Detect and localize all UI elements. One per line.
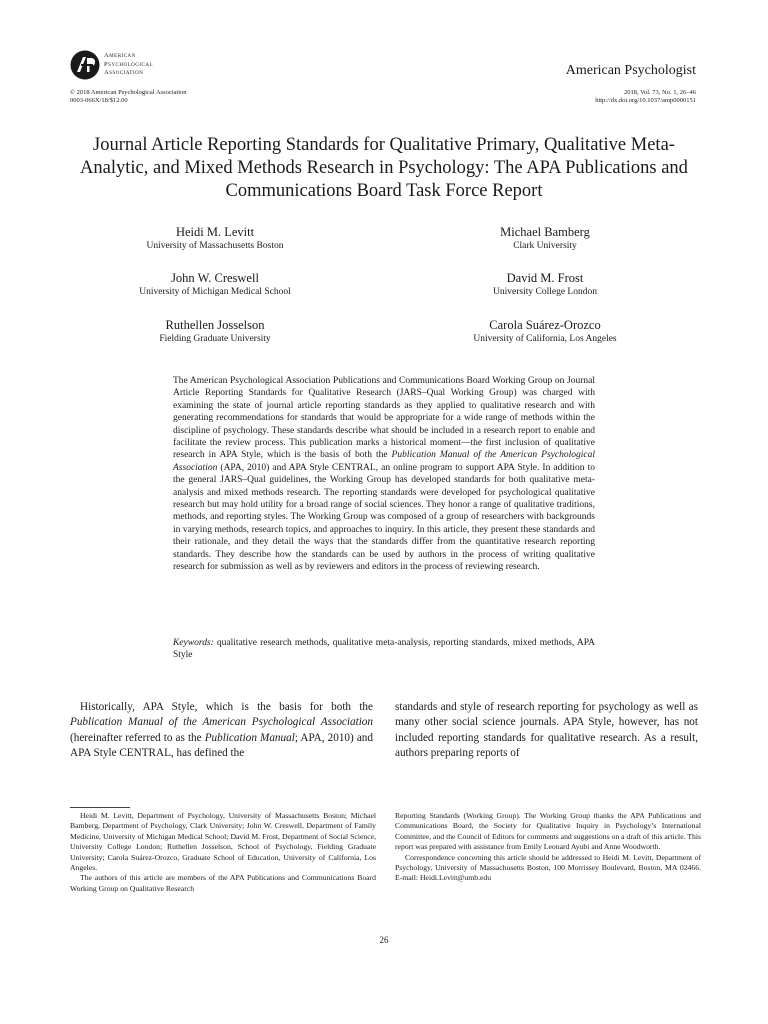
author-affiliation: Clark University — [513, 241, 577, 251]
author-block — [105, 225, 325, 252]
abstract-text: The American Psychological Association Publications and Communications Board Working Group on Journal Article Reporting Standards for Qualitative Research (JARS–Qual Working Group) was charged with examining the state of journal article reporting standards as they applied to qualitative research and with generating recommendations for standards that would be appropriate for a wide range of methods within the discipline of psychology. These standards describe what should be included in a research report to enable and facilitate the review process. This publication marks a historical moment—the first inclusion of qualitative research in APA Style, which is the basis of both the — [173, 376, 595, 461]
body-column-left — [70, 700, 373, 762]
manual-title: Publication Manual of the American Psychological Association — [173, 450, 595, 473]
copyright-block — [70, 89, 187, 105]
footnote-left — [70, 811, 376, 894]
article-title: Journal Article Reporting Standards for Qualitative Primary, Qualitative Meta-Analytic, and Mixed Methods Research in Psychology: The APA Publications and Communications Board Task Force Report — [80, 135, 688, 201]
author-block — [105, 318, 325, 345]
logo-line: Psychological — [104, 60, 154, 68]
journal-name: American Psychologist — [565, 63, 696, 78]
keywords-text: qualitative research methods, qualitative meta-analysis, reporting standards, mixed methods, APA Style — [173, 638, 595, 661]
doi-link[interactable]: http://dx.doi.org/10.1037/amp0000151 — [595, 97, 696, 104]
author-note: Reporting Standards (Working Group). The Working Group thanks the APA Publications and Communications Board, the Society for Qualitative Inquiry in Psychology’s International Committee, and the Council of Editors for comments and suggestions on a draft of this article. This report was prepared with assistance from Emily Leonard Ayubi and Anne Woodworth. — [395, 811, 701, 852]
author-affiliation: University of Michigan Medical School — [139, 287, 291, 297]
page-number: 26 — [379, 935, 389, 945]
manual-short-title: Publication Manual — [204, 731, 295, 744]
citation-line: 2018, Vol. 73, No. 1, 26–46 — [624, 89, 696, 96]
author-name: Carola Suárez-Orozco — [489, 318, 601, 332]
copyright-line: © 2018 American Psychological Association — [70, 89, 187, 96]
keywords — [173, 637, 595, 662]
author-block — [105, 271, 325, 298]
footnote-right — [395, 811, 701, 884]
author-block — [435, 318, 655, 345]
body-text: ; APA, 2010) and APA Style CENTRAL, has defined the — [70, 731, 373, 760]
citation-block — [595, 89, 696, 105]
apa-logo — [70, 47, 170, 81]
footnote-rule — [70, 807, 130, 808]
author-name: Heidi M. Levitt — [175, 225, 255, 239]
author-name: John W. Creswell — [171, 271, 259, 285]
correspondence-note: Correspondence concerning this article should be addressed to Heidi M. Levitt, Department of Psychology, University of Massachusetts Boston, 100 Morrissey Boulevard, Boston, MA 02466. E-mail: Heidi.Levitt@umb.edu — [395, 852, 701, 883]
author-affiliation: Fielding Graduate University — [159, 334, 271, 344]
abstract — [173, 375, 595, 574]
logo-line: American — [104, 52, 136, 59]
body-text: Historically, APA Style, which is the basis for both the — [80, 701, 373, 713]
logo-line: Association — [104, 69, 144, 76]
body-text: (hereinafter referred to as the — [70, 731, 205, 744]
author-name: Michael Bamberg — [500, 225, 590, 239]
abstract-text: (APA, 2010) and APA Style CENTRAL, an online program to support APA Style. In addition to the general JARS–Qual guidelines, the Working Group has developed standards for both qualitative meta-analysis and mixed methods research. The reporting standards were developed for psychological qualitative research but may hold utility for a broad range of social sciences. They honor a range of qualitative traditions, methods, and reporting styles. The Working Group was composed of a group of researchers with backgrounds in varying methods, research topics, and approaches to inquiry. In this article, they present these standards and their rationale, and they detail the ways that the standards differ from the quantitative research reporting standards. They describe how the standards can be used by authors in the process of writing qualitative research for submission as well as by reviewers and editors in the process of reviewing research. — [173, 462, 595, 573]
keywords-label: Keywords: — [173, 638, 214, 648]
logo-wordmark — [104, 52, 153, 78]
author-block — [435, 225, 655, 252]
issn-line: 0003-066X/18/$12.00 — [70, 97, 128, 104]
author-name: Ruthellen Josselson — [165, 318, 265, 332]
author-note: The authors of this article are members of the APA Publications and Communications Board Working Group on Qualitative Research — [70, 873, 376, 893]
body-column-right: standards and style of research reporting for psychology as well as many other social science journals. APA Style, however, has not included reporting standards for qualitative research. As a result, authors preparing reports of — [395, 701, 698, 760]
author-block — [435, 271, 655, 298]
author-note: Heidi M. Levitt, Department of Psychology, University of Massachusetts Boston; Michael Bamberg, Department of Psychology, Clark University; John W. Creswell, Department of Family Medicine, University of Michigan Medical School; David M. Frost, Department of Social Science, University College London; Ruthellen Josselson, School of Psychology, Fielding Graduate University; Carola Suárez-Orozco, Graduate School of Education, University of California, Los Angeles. — [70, 811, 376, 873]
author-name: David M. Frost — [506, 271, 584, 285]
manual-title: Publication Manual of the American Psychological Association — [70, 716, 373, 729]
author-affiliation: University of California, Los Angeles — [473, 334, 617, 344]
author-affiliation: University of Massachusetts Boston — [146, 241, 284, 251]
apa-logo-icon — [70, 50, 100, 80]
author-affiliation: University College London — [493, 287, 597, 297]
